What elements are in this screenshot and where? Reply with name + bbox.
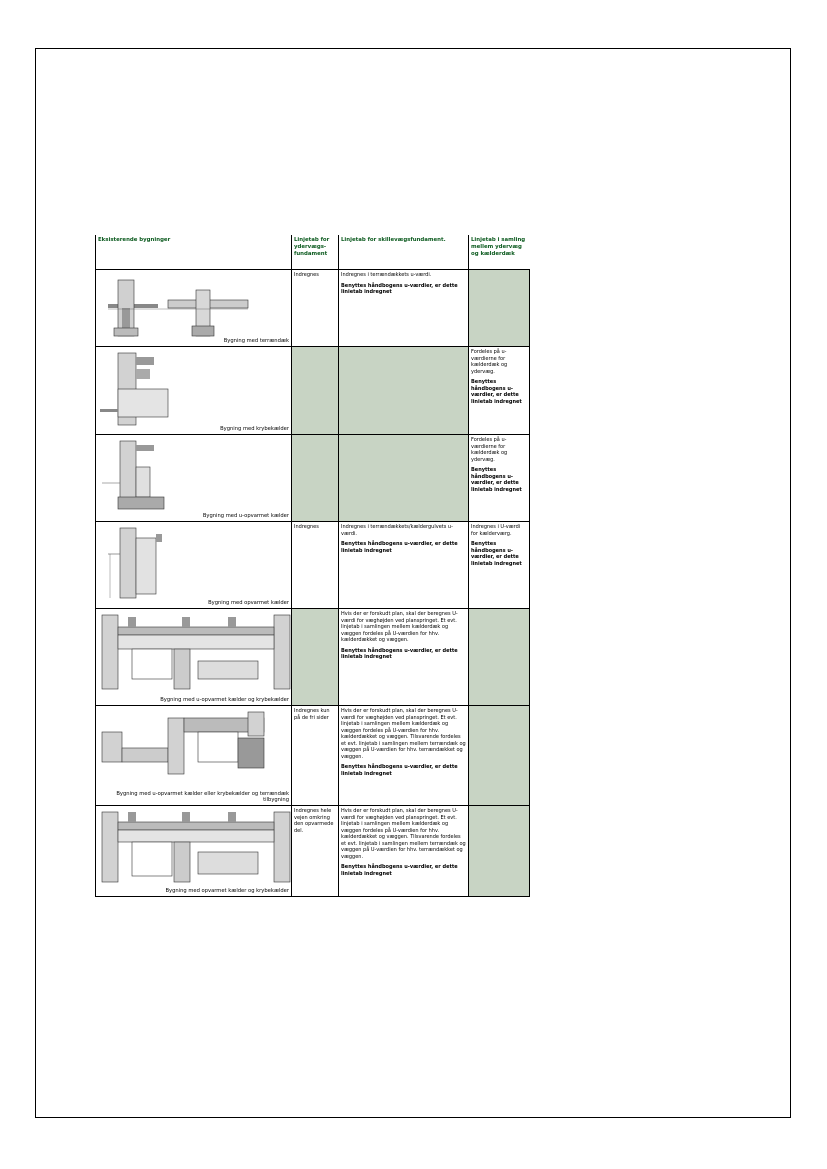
joint-cell [469,609,530,706]
building-drawing-cell [96,806,292,897]
table-row [96,706,530,806]
header-partition-foundation: Linjetab for skillevægsfundament. [339,235,469,270]
partition-cell [339,609,469,706]
header-wall-deck-joint: Linjetab i samling mellem ydervæg og kælderdæk [469,235,530,270]
joint-cell [469,806,530,897]
cell-text: Hvis der er forskudt plan, skal der beregnes U-værdi for væghøjden ved planspringet. Et evt. linjetab i samlingen mellem kælderdæk og væggen fordeles på U-værdien for hhv. kælderdækket og væggen. Tilsvarende fordeles et evt. linjetab i samlingen mellem terrændæk og væggen på U-værdien for hhv. terrændækket og væggen. [341,808,466,860]
section-drawing [98,437,294,519]
building-drawing-cell [96,435,292,522]
outer-wall-cell [292,435,339,522]
partition-cell [339,706,469,806]
cell-note: Benyttes håndbogens u-værdier, er dette linietab indregnet [341,282,458,295]
table-row [96,806,530,897]
outer-wall-cell [292,522,339,609]
section-drawing [98,611,294,703]
building-drawing-cell [96,522,292,609]
outer-wall-cell [292,706,339,806]
building-caption: Bygning med opvarmet kælder [208,600,289,607]
building-drawing-cell [96,706,292,806]
cell-text: Indregnes i U-værdi for kælderværg. [471,524,521,537]
outer-wall-cell [292,270,339,347]
linjetab-table [95,235,530,897]
header-existing-buildings: Eksisterende bygninger [96,235,292,270]
cell-text: Indregnes i terrændækkets/kældergulvets u-værdi. [341,524,453,537]
cell-note: Benyttes håndbogens u-værdier, er dette linietab indregnet [341,541,458,554]
cell-text: Fordeles på u-værdierne for kælderdæk og ydervæg. [471,437,508,463]
cell-note: Benyttes håndbogens u-værdier, er dette linietab indregnet [471,541,522,567]
building-caption: Bygning med u-opvarmet kælder eller krybekælder og terrændæk tilbygning [116,790,289,804]
table-row [96,522,530,609]
building-caption: Bygning med terrændæk [223,338,289,345]
cell-text: Hvis der er forskudt plan, skal der beregnes U-værdi for væghøjden ved planspringet. Et evt. linjetab i samlingen mellem kælderdæk og væggen fordeles på U-værdien for hhv. kælderdækket og væggen. Tilsvarende fordeles et evt. linjetab i samlingen mellem terrændæk og væggen på U-værdien for hhv. terrændækket og væggen. [341,708,466,760]
building-caption: Bygning med opvarmet kælder og krybekælder [165,888,289,895]
section-drawing [98,808,294,894]
partition-cell [339,806,469,897]
cell-text: Indregnes i terrændækkets u-værdi. [341,272,432,278]
table-header-row [96,235,530,270]
outer-wall-cell [292,806,339,897]
cell-text: Indregnes [294,272,319,278]
partition-cell [339,347,469,435]
building-drawing-cell [96,347,292,435]
building-drawing-cell [96,609,292,706]
outer-wall-cell [292,347,339,435]
cell-text: Indregnes [294,524,319,530]
outer-wall-cell [292,609,339,706]
section-drawing [98,349,294,432]
cell-note: Benyttes håndbogens u-værdier, er dette linietab indregnet [471,467,522,493]
cell-text: Hvis der er forskudt plan, skal der beregnes U-værdi for væghøjden ved planspringet. Et evt. linjetab i samlingen mellem kælderdæk og væggen fordeles på U-værdien for hhv. kælderdækket og væggen. [341,611,458,643]
section-drawing [98,272,294,344]
table-row [96,609,530,706]
table-row [96,270,530,347]
table-row [96,435,530,522]
joint-cell [469,435,530,522]
partition-cell [339,435,469,522]
cell-text: Indregnes kun på de fri sider [294,708,330,721]
joint-cell [469,522,530,609]
building-caption: Bygning med u-opvarmet kælder og krybekælder [160,697,289,704]
cell-note: Benyttes håndbogens u-værdier, er dette linietab indregnet [341,647,458,660]
joint-cell [469,706,530,806]
cell-note: Benyttes håndbogens u-værdier, er dette linietab indregnet [341,864,458,877]
section-drawing [98,524,294,606]
cell-note: Benyttes håndbogens u-værdier, er dette linietab indregnet [341,764,458,777]
building-caption: Bygning med u-opvarmet kælder [202,513,289,520]
partition-cell [339,270,469,347]
building-drawing-cell [96,270,292,347]
joint-cell [469,270,530,347]
cell-note: Benyttes håndbogens u-værdier, er dette linietab indregnet [471,379,522,405]
cell-text: Fordeles på u-værdierne for kælderdæk og ydervæg. [471,349,508,375]
table-row [96,347,530,435]
joint-cell [469,347,530,435]
header-outer-wall-foundation: Linjetab for ydervægs-fundament [292,235,339,270]
partition-cell [339,522,469,609]
section-drawing [98,708,294,803]
cell-text: Indregnes hele vejen omkring den opvarmede del. [294,808,334,834]
building-caption: Bygning med krybekælder [220,426,289,433]
